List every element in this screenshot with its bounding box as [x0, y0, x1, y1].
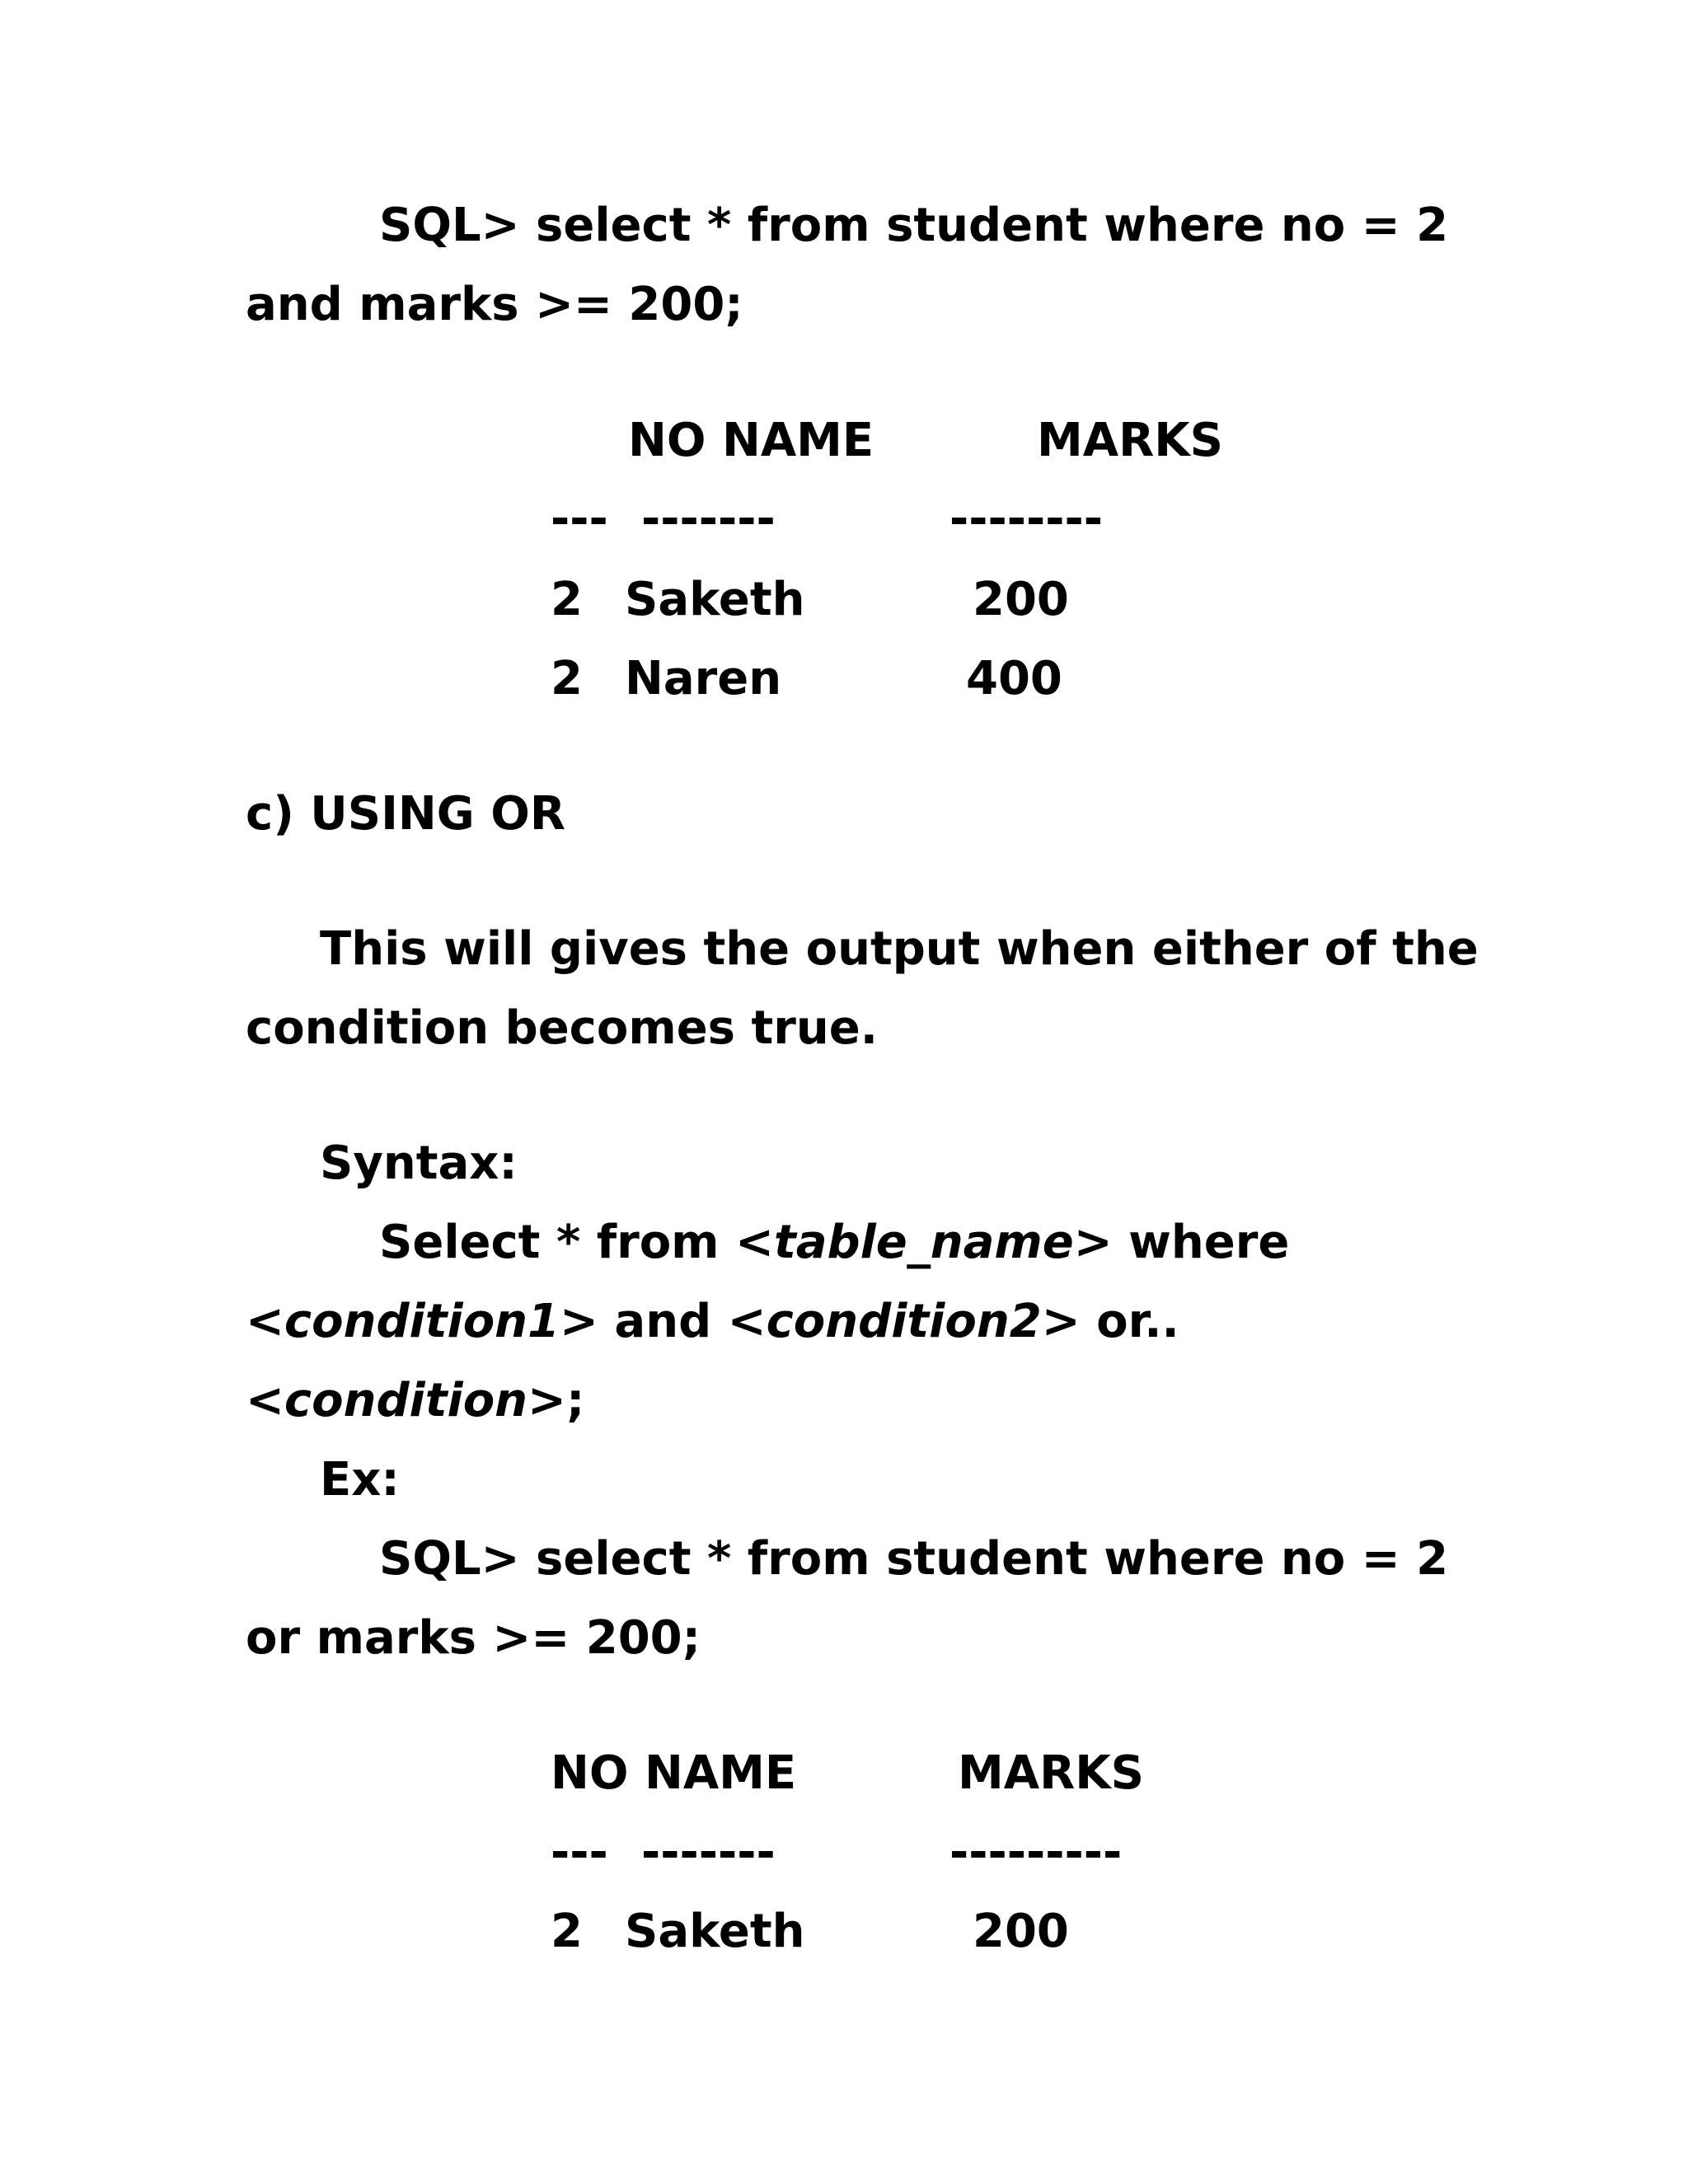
- table2-header-marks: MARKS: [958, 1746, 1144, 1800]
- table1-row-1-name: Saketh: [625, 573, 805, 626]
- table1-sep-no: ---: [551, 492, 608, 546]
- section-heading: c) USING OR: [246, 787, 565, 841]
- example-label: Ex:: [320, 1453, 400, 1507]
- table1-row-1-marks: 200: [973, 573, 1069, 626]
- table1-row-1-no: 2: [551, 573, 583, 626]
- example-line2: or marks >= 200;: [246, 1611, 701, 1665]
- section-desc-line2: condition becomes true.: [246, 1001, 879, 1055]
- table2-row-1-no: 2: [551, 1905, 583, 1958]
- table2-header-no-name: NO NAME: [551, 1746, 797, 1800]
- syntax-label: Syntax:: [320, 1137, 518, 1190]
- table2-sep-marks: ---------: [950, 1825, 1123, 1879]
- table1-header-no-name: NO NAME: [628, 414, 874, 467]
- syntax-line2: <condition1> and <condition2> or..: [246, 1295, 1179, 1348]
- table1-header-marks: MARKS: [1037, 414, 1223, 467]
- query1-line1: SQL> select * from student where no = 2: [379, 199, 1449, 252]
- table2-sep-no: ---: [551, 1825, 608, 1879]
- query1-line2: and marks >= 200;: [246, 278, 743, 331]
- table2-sep-name: -------: [641, 1825, 776, 1879]
- table1-sep-marks: --------: [950, 492, 1103, 546]
- table1-row-2-no: 2: [551, 652, 583, 705]
- syntax-line3: <condition>;: [246, 1374, 585, 1427]
- syntax-line1: Select * from <table_name> where: [379, 1216, 1290, 1269]
- table1-row-2-marks: 400: [966, 652, 1062, 705]
- table1-row-2-name: Naren: [625, 652, 782, 705]
- table2-row-1-name: Saketh: [625, 1905, 805, 1958]
- section-desc-line1: This will gives the output when either of the: [320, 922, 1479, 976]
- table1-sep-name: -------: [641, 492, 776, 546]
- table2-row-1-marks: 200: [973, 1905, 1069, 1958]
- example-line1: SQL> select * from student where no = 2: [379, 1532, 1449, 1586]
